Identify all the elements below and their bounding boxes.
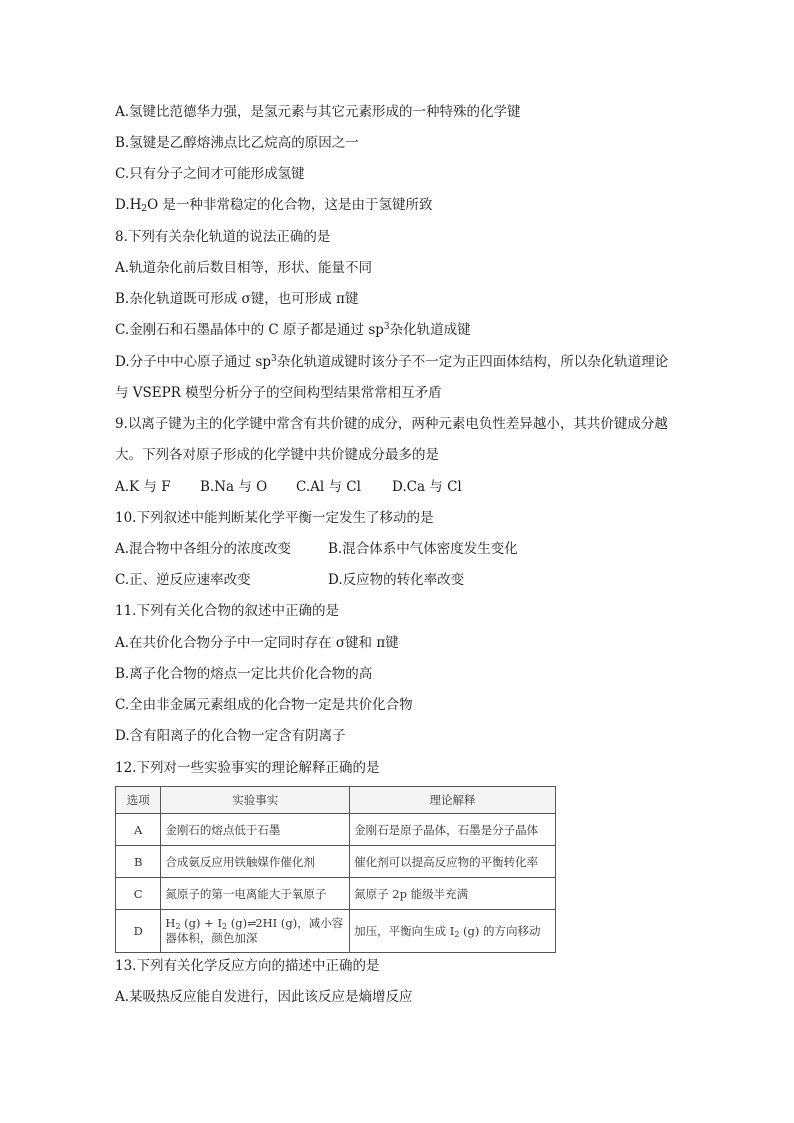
q9-option-a: A.K 与 F xyxy=(115,479,171,495)
q11-option-d: D.含有阳离子的化合物一定含有阴离子 xyxy=(115,728,346,744)
row-theory: 金刚石是原子晶体，石墨是分子晶体 xyxy=(350,814,556,846)
q7-option-c: C.只有分子之间才可能形成氢键 xyxy=(115,166,305,182)
q10-option-a: A.混合物中各组分的浓度改变 xyxy=(115,541,292,557)
row-option: B xyxy=(116,846,161,878)
equilibrium-arrow-icon: ⇌ xyxy=(247,917,256,930)
q10-option-b: B.混合体系中气体密度发生变化 xyxy=(328,541,518,557)
q10-stem: 10.下列叙述中能判断某化学平衡一定发生了移动的是 xyxy=(115,510,434,526)
q11-option-a: A.在共价化合物分子中一定同时存在 σ键和 π键 xyxy=(115,635,399,651)
q11-option-c: C.全由非金属元素组成的化合物一定是共价化合物 xyxy=(115,697,413,713)
q13-option-a: A.某吸热反应能自发进行，因此该反应是熵增反应 xyxy=(115,989,413,1005)
q12-table xyxy=(115,786,556,953)
row-fact: 金刚石的熔点低于石墨 xyxy=(161,814,350,846)
table-row xyxy=(116,846,556,878)
row-fact: 合成氨反应用铁触媒作催化剂 xyxy=(161,846,350,878)
q13-stem: 13.下列有关化学反应方向的描述中正确的是 xyxy=(115,958,380,974)
q9-stem-line2: 大。下列各对原子形成的化学键中共价键成分最多的是 xyxy=(115,447,439,463)
table-row xyxy=(116,910,556,953)
row-option: D xyxy=(116,910,161,953)
table-row xyxy=(116,878,556,910)
q7-option-d: $D.H_2O$ 是一种非常稳定的化合物，这是由于氢键所致 xyxy=(115,197,433,214)
q9-option-b: B.Na 与 O xyxy=(200,479,268,495)
q8-option-a: A.轨道杂化前后数目相等，形状、能量不同 xyxy=(115,260,373,276)
row-option: A xyxy=(116,814,161,846)
q9-option-c: C.Al 与 Cl xyxy=(296,479,361,495)
q12-stem: 12.下列对一些实验事实的理论解释正确的是 xyxy=(115,760,380,776)
q8-option-d-line1: D.分子中中心原子通过 $sp^3$杂化轨道成键时该分子不一定为正四面体结构，所以杂化轨道理论 xyxy=(115,354,669,370)
header-fact: 实验事实 xyxy=(161,787,350,814)
header-option: 选项 xyxy=(116,787,161,814)
row-theory: 催化剂可以提高反应物的平衡转化率 xyxy=(350,846,556,878)
row-theory: 加压，平衡向生成 $I_2$ (g) 的方向移动 xyxy=(350,910,556,953)
q7-option-a: A.氢键比范德华力强，是氢元素与其它元素形成的一种特殊的化学键 xyxy=(115,104,521,120)
q11-option-b: B.离子化合物的熔点一定比共价化合物的高 xyxy=(115,666,373,682)
table-row xyxy=(116,814,556,846)
row-fact: $H_2$ $(g) + I_2$ (g)⇌2HI (g)，减小容 器体积，颜色加深 xyxy=(161,910,350,953)
q8-stem: 8.下列有关杂化轨道的说法正确的是 xyxy=(115,229,331,245)
q9-options xyxy=(115,478,695,496)
q9-stem-line1: 9.以离子键为主的化学键中常含有共价键的成分，两种元素电负性差异越小，其共价键成分越 xyxy=(115,416,668,432)
row-option: C xyxy=(116,878,161,910)
row-theory: 氮原子 2p 能级半充满 xyxy=(350,878,556,910)
q10-options-ab xyxy=(115,540,695,558)
q8-option-c: C.金刚石和石墨晶体中的 C 原子都是通过 $sp^3$杂化轨道成键 xyxy=(115,322,471,338)
q11-stem: 11.下列有关化合物的叙述中正确的是 xyxy=(115,603,339,619)
q8-option-b: B.杂化轨道既可形成 σ键，也可形成 π键 xyxy=(115,291,359,307)
q10-option-d: D.反应物的转化率改变 xyxy=(328,572,465,588)
q8-option-d-line2: 与 VSEPR 模型分析分子的空间构型结果常常相互矛盾 xyxy=(115,385,442,401)
row-fact: 氮原子的第一电离能大于氧原子 xyxy=(161,878,350,910)
q10-options-cd xyxy=(115,571,695,589)
q12-table-header xyxy=(116,787,556,814)
q7-option-b: B.氢键是乙醇熔沸点比乙烷高的原因之一 xyxy=(115,135,359,151)
q10-option-c: C.正、逆反应速率改变 xyxy=(115,572,251,588)
q9-option-d: D.Ca 与 Cl xyxy=(392,479,462,495)
header-theory: 理论解释 xyxy=(350,787,556,814)
